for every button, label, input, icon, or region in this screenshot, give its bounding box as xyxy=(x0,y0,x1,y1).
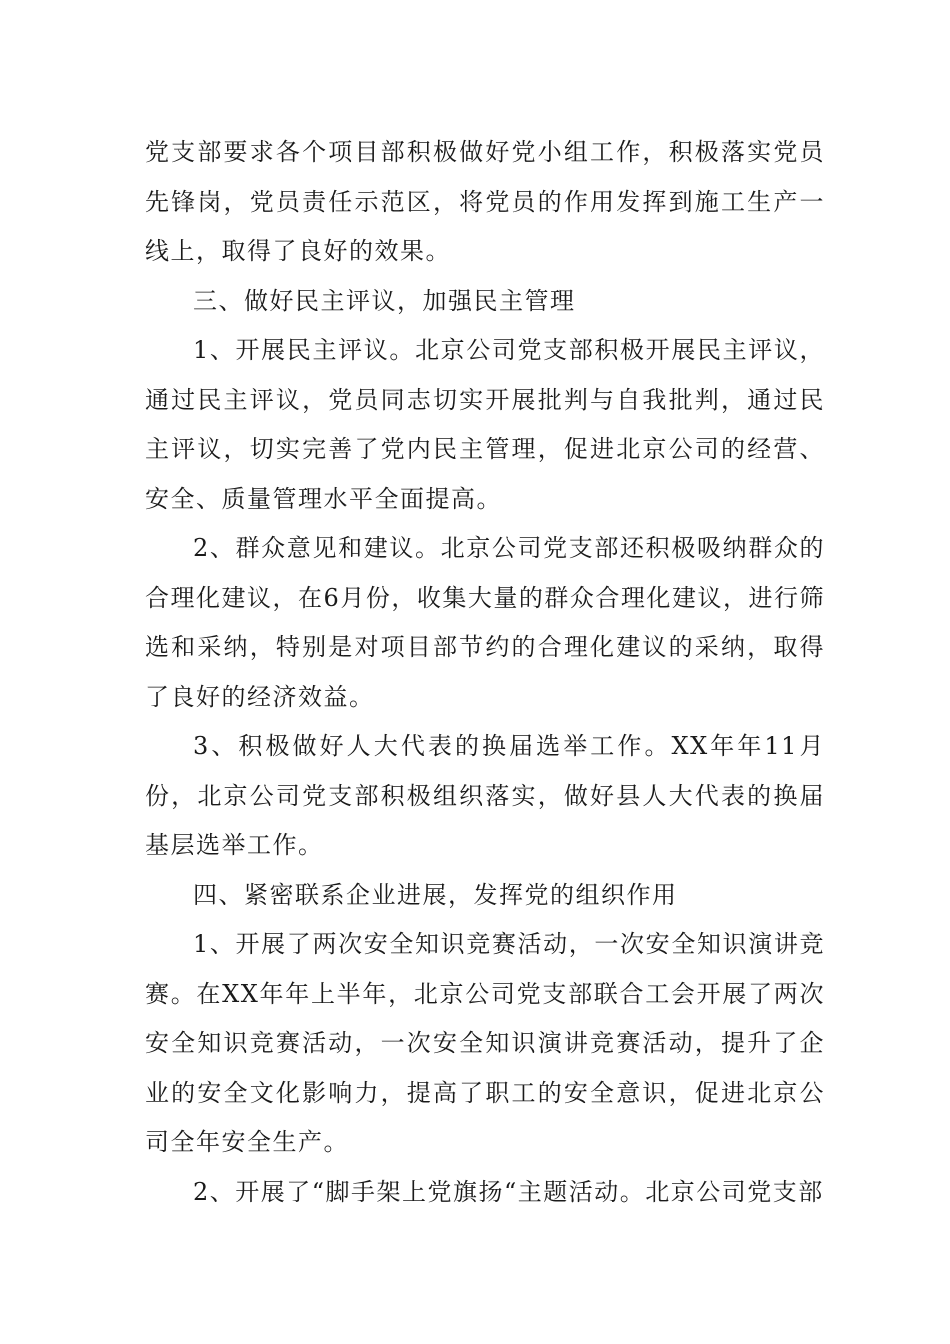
paragraph-continuation: 党支部要求各个项目部积极做好党小组工作，积极落实党员先锋岗，党员责任示范区，将党员的作用发挥到施工生产一线上，取得了良好的效果。 xyxy=(145,138,825,265)
paragraph-theme-activity: 2、开展了“脚手架上党旗扬“主题活动。北京公司党支部 xyxy=(193,1177,824,1206)
section-heading-3: 三、做好民主评议，加强民主管理 xyxy=(193,286,576,315)
paragraph-safety-contest: 1、开展了两次安全知识竞赛活动，一次安全知识演讲竞赛。在XX年年上半年，北京公司党支部联合工会开展了两次安全知识竞赛活动，一次安全知识演讲竞赛活动，提升了企业的安全文化影响力，提高了职工的安全意识，促进北京公司全年安全生产。 xyxy=(145,930,825,1156)
document-body xyxy=(145,128,825,1217)
paragraph-democratic-review: 1、开展民主评议。北京公司党支部积极开展民主评议，通过民主评议，党员同志切实开展批判与自我批判，通过民主评议，切实完善了党内民主管理，促进北京公司的经营、安全、质量管理水平全面提高。 xyxy=(145,336,825,513)
paragraph-election-work: 3、积极做好人大代表的换届选举工作。XX年年11月份，北京公司党支部积极组织落实，做好县人大代表的换届基层选举工作。 xyxy=(145,732,825,859)
paragraph-public-opinion: 2、群众意见和建议。北京公司党支部还积极吸纳群众的合理化建议，在6月份，收集大量的群众合理化建议，进行筛选和采纳，特别是对项目部节约的合理化建议的采纳，取得了良好的经济效益。 xyxy=(145,534,825,711)
section-heading-4: 四、紧密联系企业进展，发挥党的组织作用 xyxy=(193,880,678,909)
